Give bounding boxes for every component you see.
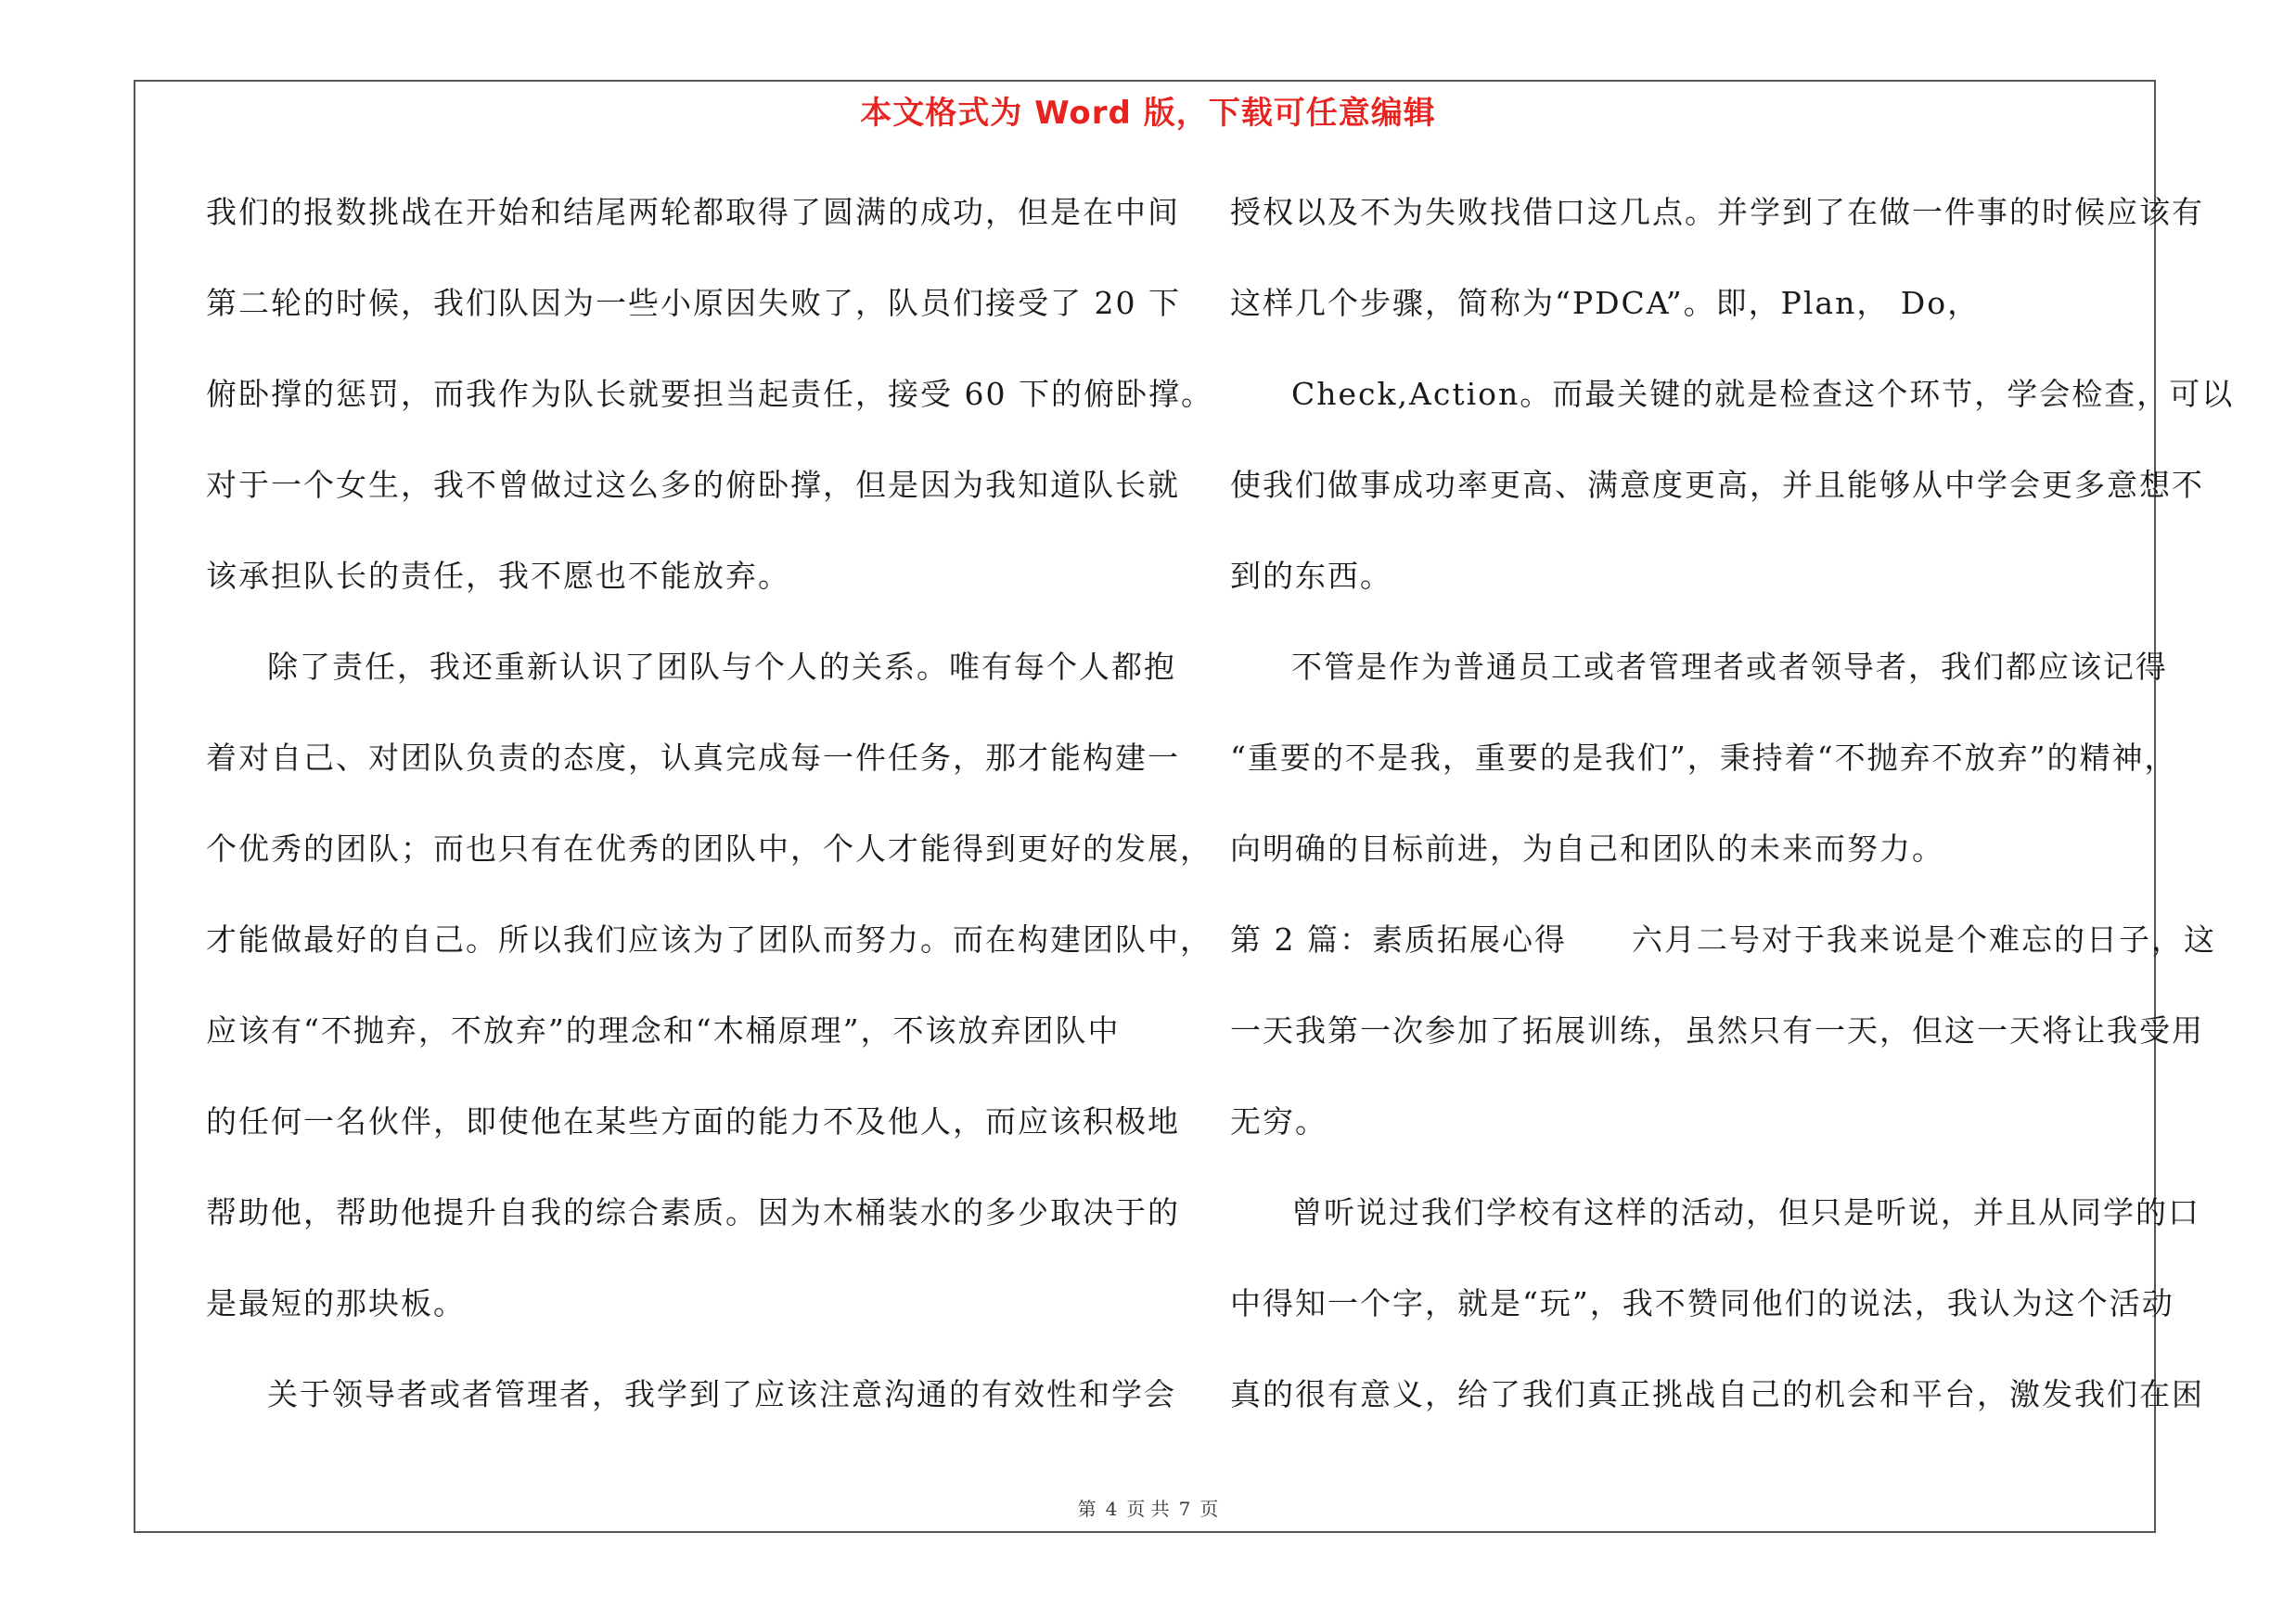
paragraph-first-line: 不管是作为普通员工或者管理者或者领导者，我们都应该记得 — [1291, 649, 2168, 685]
text-line: 我们的报数挑战在开始和结尾两轮都取得了圆满的成功，但是在中间 — [206, 194, 1180, 230]
paragraph-first-line: Check,Action。而最关键的就是检查这个环节，学会检查，可以 — [1291, 376, 2235, 412]
text-line: 对于一个女生，我不曾做过这么多的俯卧撑，但是因为我知道队长就 — [206, 467, 1180, 503]
text-line: 个优秀的团队；而也只有在优秀的团队中，个人才能得到更好的发展， — [206, 831, 1212, 867]
footer-suffix: 页 — [1199, 1498, 1219, 1520]
footer-prefix: 第 — [1077, 1498, 1097, 1520]
paragraph-first-line: 曾听说过我们学校有这样的活动，但只是听说，并且从同学的口 — [1291, 1194, 2200, 1230]
paragraph-first-line: 关于领导者或者管理者，我学到了应该注意沟通的有效性和学会 — [267, 1376, 1176, 1412]
text-line: 无穷。 — [1230, 1103, 1328, 1140]
text-line: 授权以及不为失败找借口这几点。并学到了在做一件事的时候应该有 — [1230, 194, 2204, 230]
text-line: 到的东西。 — [1230, 558, 1392, 594]
text-line: 该承担队长的责任，我不愿也不能放弃。 — [206, 558, 790, 594]
text-line: 中得知一个字，就是“玩”，我不赞同他们的说法，我认为这个活动 — [1230, 1285, 2174, 1321]
text-line: 使我们做事成功率更高、满意度更高，并且能够从中学会更多意想不 — [1230, 467, 2204, 503]
text-line: 应该有“不抛弃，不放弃”的理念和“木桶原理”，不该放弃团队中 — [206, 1012, 1121, 1049]
paragraph-first-line: 除了责任，我还重新认识了团队与个人的关系。唯有每个人都抱 — [267, 649, 1176, 685]
text-line: 的任何一名伙伴，即使他在某些方面的能力不及他人，而应该积极地 — [206, 1103, 1180, 1140]
text-line: 俯卧撑的惩罚，而我作为队长就要担当起责任，接受 60 下的俯卧撑。 — [206, 376, 1213, 412]
right-text-column — [1230, 182, 2235, 1455]
text-line: 才能做最好的自己。所以我们应该为了团队而努力。而在构建团队中， — [206, 921, 1212, 958]
word-format-banner: 本文格式为 Word 版，下载可任意编辑 — [860, 95, 1436, 132]
section-heading-line: 第 2 篇：素质拓展心得 六月二号对于我来说是个难忘的日子，这 — [1230, 921, 2216, 958]
total-page-count: 7 — [1178, 1498, 1191, 1520]
text-line: 这样几个步骤，简称为“PDCA”。即，Plan， Do， — [1230, 285, 1981, 321]
text-line: 一天我第一次参加了拓展训练，虽然只有一天，但这一天将让我受用 — [1230, 1012, 2204, 1049]
text-line: 帮助他，帮助他提升自我的综合素质。因为木桶装水的多少取决于的 — [206, 1194, 1180, 1230]
left-text-column — [206, 182, 1213, 1455]
text-line: 着对自己、对团队负责的态度，认真完成每一件任务，那才能构建一 — [206, 740, 1180, 776]
text-line: 第二轮的时候，我们队因为一些小原因失败了，队员们接受了 20 下 — [206, 285, 1181, 321]
current-page-number: 4 — [1105, 1498, 1118, 1520]
text-line: 是最短的那块板。 — [206, 1285, 466, 1321]
footer-middle: 页 共 — [1126, 1498, 1170, 1520]
text-line: 真的很有意义，给了我们真正挑战自己的机会和平台，激发我们在困 — [1230, 1376, 2204, 1412]
text-line: 向明确的目标前进，为自己和团队的未来而努力。 — [1230, 831, 1944, 867]
text-line: “重要的不是我，重要的是我们”，秉持着“不抛弃不放弃”的精神， — [1230, 740, 2177, 776]
page-number-footer — [0, 1494, 2296, 1521]
